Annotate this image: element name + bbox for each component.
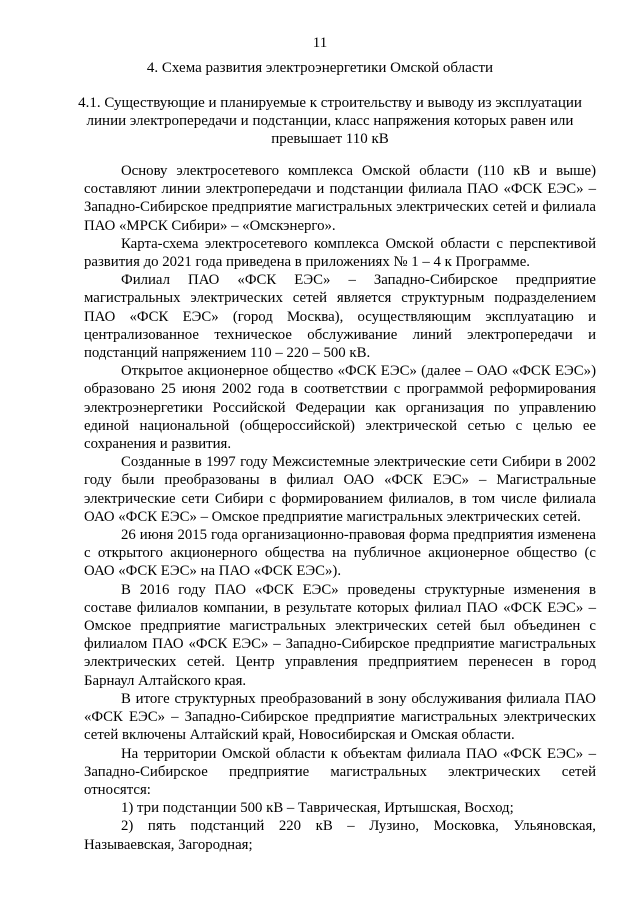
list-item: 2) пять подстанций 220 кВ – Лузино, Московка, Ульяновская, Называевская, Загородная; xyxy=(84,818,596,853)
list-item: 1) три подстанции 500 кВ – Таврическая, Иртышская, Восход; xyxy=(121,800,514,817)
paragraph: Открытое акционерное общество «ФСК ЕЭС» (далее – ОАО «ФСК ЕЭС») образовано 25 июня 2002 года в соответствии с программой реформирования электроэнергетики Российской Федерации как организация по управлению единой национальной (общероссийской) электрической сетью с целью ее сохранения и развития. xyxy=(84,363,596,453)
section-title: 4. Схема развития электроэнергетики Омской области xyxy=(146,60,494,76)
subsection-title: 4.1. Существующие и планируемые к строительству и выводу из эксплуатации линии электропередачи и подстанции, класс напряжения которых равен или превышает 110 кВ xyxy=(78,95,582,147)
paragraph: Филиал ПАО «ФСК ЕЭС» – Западно-Сибирское предприятие магистральных электрических сетей является структурным подразделением ПАО «ФСК ЕЭС» (город Москва), осуществляющим эксплуатацию и централизованное техническое обслуживание линий электропередачи и подстанций напряжением 110 – 220 – 500 кВ. xyxy=(84,272,596,362)
page-number: 11 xyxy=(312,35,328,51)
paragraph: В итоге структурных преобразований в зону обслуживания филиала ПАО «ФСК ЕЭС» – Западно-Сибирское предприятие магистральных электрических сетей включены Алтайский край, Новосибирская и Омская области. xyxy=(84,690,596,744)
paragraph: На территории Омской области к объектам филиала ПАО «ФСК ЕЭС» – Западно-Сибирское предприятие магистральных электрических сетей относятся: xyxy=(84,745,596,798)
paragraph: Основу электросетевого комплекса Омской области (110 кВ и выше) составляют линии электропередачи и подстанции филиала ПАО «ФСК ЕЭС» – Западно-Сибирское предприятие магистральных электрических сетей и филиала ПАО «МРСК Сибири» – «Омскэнерго». xyxy=(84,163,596,234)
paragraph: 26 июня 2015 года организационно-правовая форма предприятия изменена с открытого акционерного общества на публичное акционерное общество (с ОАО «ФСК ЕЭС» на ПАО «ФСК ЕЭС»). xyxy=(84,527,596,580)
paragraph: В 2016 году ПАО «ФСК ЕЭС» проведены структурные изменения в составе филиалов компании, в результате которых филиал ПАО «ФСК ЕЭС» – Омское предприятие магистральных электрических сетей был объединен с филиалом ПАО «ФСК ЕЭС» – Западно-Сибирское предприятие магистральных электрических сетей. Центр управления предприятием перенесен в город Барнаул Алтайского края. xyxy=(84,581,596,689)
paragraph: Созданные в 1997 году Межсистемные электрические сети Сибири в 2002 году были преобразованы в филиал ОАО «ФСК ЕЭС» – Магистральные электрические сети Сибири с формированием филиалов, в том числе филиала ОАО «ФСК ЕЭС» – Омское предприятие магистральных электрических сетей. xyxy=(84,454,596,525)
paragraph: Карта-схема электросетевого комплекса Омской области с перспективой развития до 2021 года приведена в приложениях № 1 – 4 к Программе. xyxy=(84,235,596,271)
document-body xyxy=(84,162,596,854)
